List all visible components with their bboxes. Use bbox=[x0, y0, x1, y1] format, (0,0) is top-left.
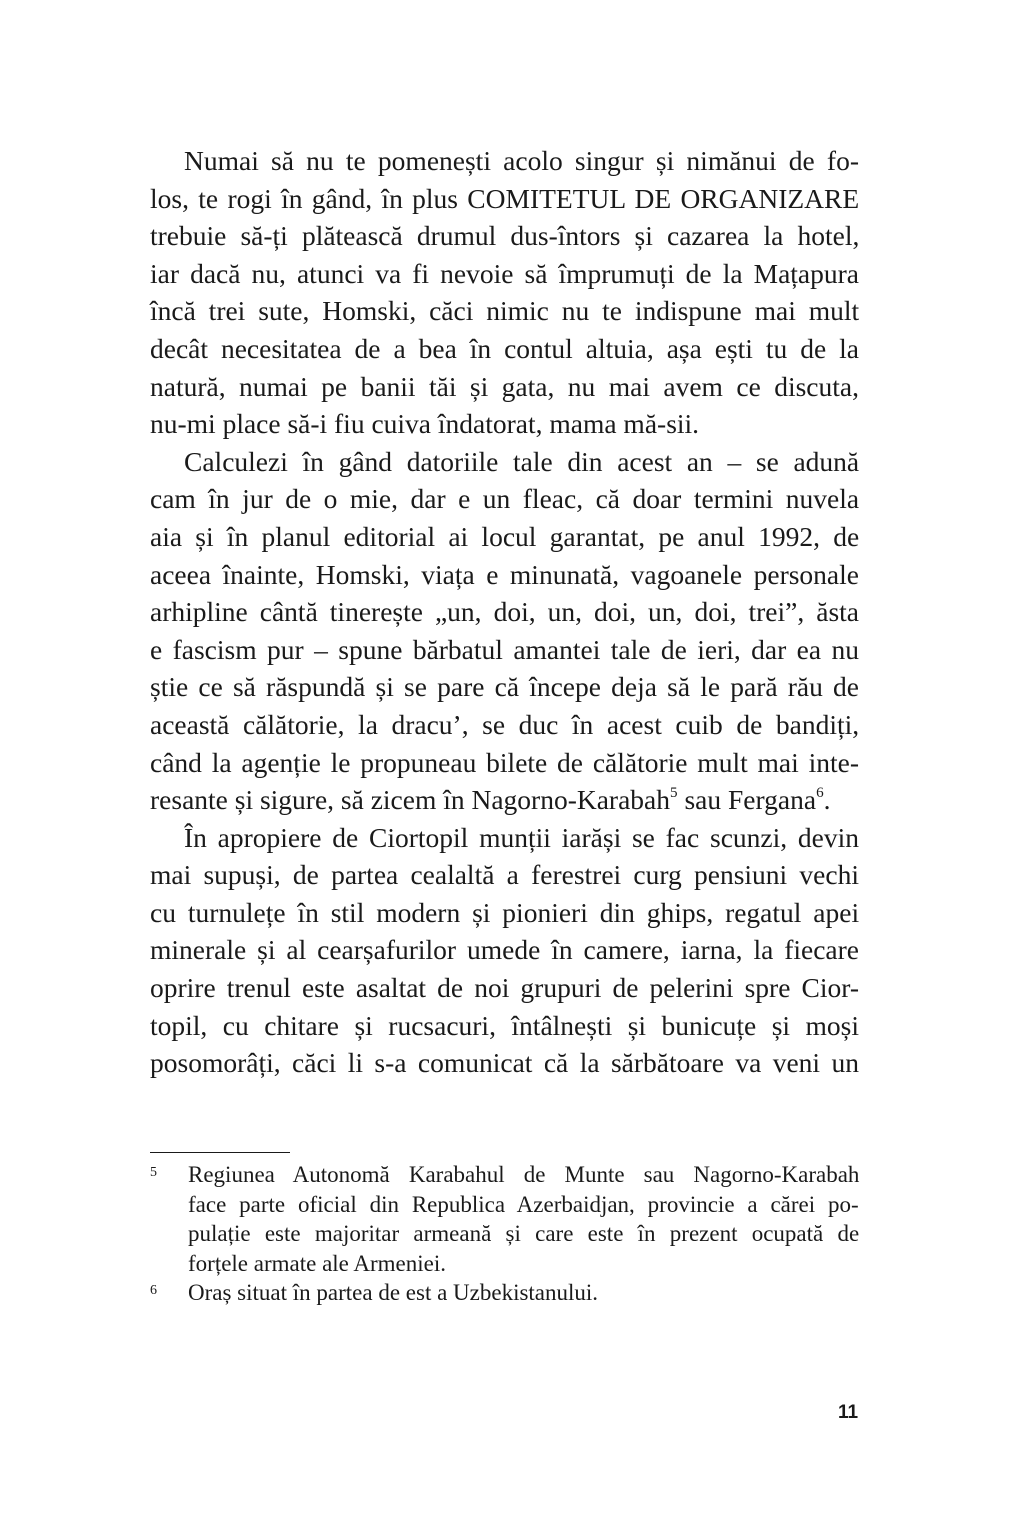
text-line: mai supuși, de partea cealaltă a ferestrei curg pensiuni vechi bbox=[150, 859, 859, 891]
footnote-line: forțele armate ale Armeniei. bbox=[188, 1250, 446, 1276]
text-line: oprire trenul este asaltat de noi grupuri de pelerini spre Cior- bbox=[150, 972, 859, 1004]
footnote-5 bbox=[150, 1160, 859, 1278]
text-line: natură, numai pe banii tăi și gata, nu mai avem ce discuta, bbox=[150, 370, 859, 402]
text-line: Numai să nu te pomenești acolo singur și nimănui de fo- bbox=[184, 145, 859, 176]
footnote-line: face parte oficial din Republica Azerbaidjan, provincie a cărei po- bbox=[188, 1191, 859, 1217]
paragraph-2 bbox=[150, 443, 859, 819]
footnote-ref-5[interactable]: 5 bbox=[670, 785, 678, 802]
footnote-line: Oraș situat în partea de est a Uzbekistanului. bbox=[188, 1280, 599, 1305]
text-fragment: resante și sigure, să zicem în Nagorno-Karabah bbox=[150, 784, 671, 816]
footnote-number: 5 bbox=[150, 1165, 157, 1180]
text-line: decât necesitatea de a bea în contul altuia, așa ești tu de la bbox=[150, 332, 860, 364]
text-line: când la agenție le propuneau bilete de călătorie mult mai inte- bbox=[150, 746, 859, 778]
paragraph-1 bbox=[150, 142, 859, 443]
text-line: trebuie să-ți plătească drumul dus-întors și cazarea la hotel, bbox=[150, 220, 860, 252]
footnote-line: Regiunea Autonomă Karabahul de Munte sau Nagorno-Karabah bbox=[188, 1162, 860, 1187]
text-line: nu-mi place să-i fiu cuiva îndatorat, mama mă-sii. bbox=[150, 408, 700, 440]
text-line: topil, cu chitare și rucsacuri, întâlnești și bunicuțe și moși bbox=[150, 1009, 859, 1041]
text-line: aia și în planul editorial ai locul garantat, pe anul 1992, de bbox=[150, 520, 860, 552]
footnote-number: 6 bbox=[150, 1283, 157, 1298]
footnote-separator bbox=[150, 1152, 290, 1153]
footnote-ref-6[interactable]: 6 bbox=[816, 785, 824, 802]
body-text bbox=[150, 142, 859, 1082]
text-line: arhipline cântă tinerește „un, doi, un, doi, un, doi, trei”, ăsta bbox=[150, 596, 859, 628]
text-line: posomorâți, căci li s-a comunicat că la sărbătoare va veni un bbox=[150, 1047, 859, 1079]
paragraph-3 bbox=[150, 819, 859, 1082]
text-line: această călătorie, la dracu’, se duc în acest cuib de bandiți, bbox=[150, 708, 860, 740]
page-number: 11 bbox=[838, 1402, 859, 1423]
text-fragment: sau Fergana bbox=[677, 784, 817, 816]
text-line-with-footnote-refs bbox=[150, 781, 859, 819]
text-fragment: . bbox=[823, 784, 831, 816]
text-line: cam în jur de o mie, dar e un fleac, că doar termini nuvela bbox=[150, 483, 860, 515]
text-line: iar dacă nu, atunci va fi nevoie să împrumuți de la Mațapura bbox=[150, 257, 859, 289]
text-line: Calculezi în gând datoriile tale din acest an – se adună bbox=[184, 445, 860, 477]
text-line: cu turnulețe în stil modern și pionieri din ghips, regatul apei bbox=[150, 896, 860, 928]
text-line: încă trei sute, Homski, căci nimic nu te indispune mai mult bbox=[150, 295, 860, 327]
text-line: los, te rogi în gând, în plus COMITETUL DE ORGANIZARE bbox=[150, 182, 860, 214]
text-line: minerale și al cearșafurilor umede în camere, iarna, la fiecare bbox=[150, 934, 859, 966]
text-line: aceea înainte, Homski, viața e minunată, vagoanele personale bbox=[150, 558, 859, 590]
text-line: știe ce să răspundă și se pare că începe deja să le pară rău de bbox=[150, 671, 859, 703]
text-line: În apropiere de Ciortopil munții iarăși se fac scunzi, devin bbox=[184, 821, 859, 853]
text-line: e fascism pur – spune bărbatul amantei tale de ieri, dar ea nu bbox=[150, 633, 859, 665]
footnotes bbox=[150, 1160, 859, 1308]
footnote-6 bbox=[150, 1278, 859, 1308]
footnote-line: pulație este majoritar armeană și care este în prezent ocupată de bbox=[188, 1221, 860, 1246]
